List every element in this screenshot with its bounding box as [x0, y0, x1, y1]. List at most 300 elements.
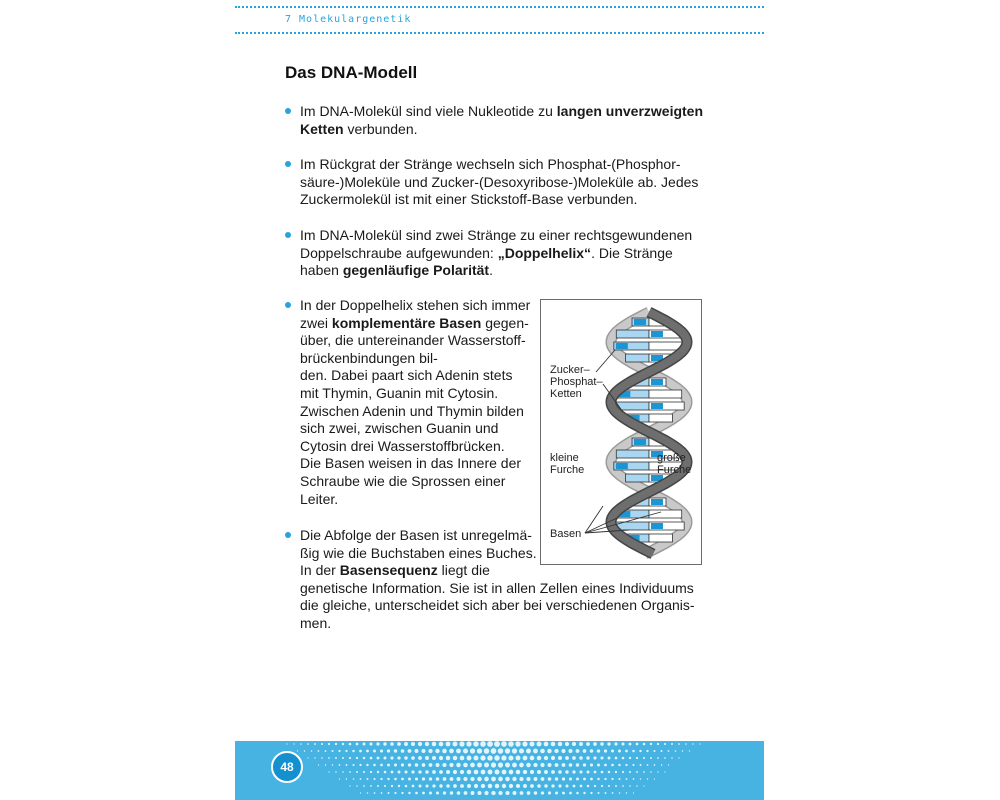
- halftone-dot: [488, 770, 493, 775]
- halftone-dot: [390, 756, 393, 759]
- text-run: sich zwei, zwischen Guanin und: [300, 420, 499, 437]
- base-right: [649, 534, 672, 542]
- halftone-dot: [544, 784, 547, 787]
- base-left: [616, 450, 649, 458]
- halftone-dot: [558, 742, 562, 746]
- bullet-marker: [285, 302, 291, 308]
- halftone-dot: [643, 757, 645, 759]
- halftone-dot: [562, 763, 566, 767]
- halftone-dot: [544, 742, 549, 747]
- halftone-dot: [597, 764, 600, 767]
- halftone-dot: [401, 749, 405, 753]
- halftone-dot: [548, 791, 551, 794]
- halftone-dot: [555, 763, 559, 767]
- halftone-dot: [293, 743, 294, 744]
- halftone-dot: [359, 750, 362, 753]
- halftone-dot: [501, 741, 507, 747]
- halftone-dot: [576, 778, 579, 781]
- halftone-dot: [661, 764, 663, 766]
- text-line: [300, 579, 700, 597]
- halftone-dot: [636, 785, 637, 786]
- halftone-dot: [523, 756, 528, 761]
- halftone-dot: [318, 750, 320, 752]
- halftone-dot: [467, 770, 471, 774]
- halftone-dot: [394, 792, 396, 794]
- halftone-dot: [625, 750, 628, 753]
- halftone-dot: [529, 741, 534, 746]
- halftone-dot: [408, 792, 410, 794]
- halftone-dot: [429, 777, 432, 780]
- halftone-dot: [509, 784, 513, 788]
- halftone-dot: [668, 750, 670, 752]
- halftone-dot: [569, 763, 573, 767]
- halftone-dot: [325, 750, 327, 752]
- halftone-dot: [481, 784, 485, 788]
- text-run: Cytosin drei Wasserstoffbrücken.: [300, 437, 505, 454]
- halftone-dot: [534, 791, 537, 794]
- halftone-dot: [614, 742, 617, 745]
- halftone-dot: [583, 749, 587, 753]
- halftone-dot: [449, 763, 453, 767]
- halftone-dot: [466, 741, 471, 746]
- halftone-dot: [453, 756, 458, 761]
- halftone-dot: [604, 764, 607, 767]
- halftone-dot: [394, 778, 397, 781]
- halftone-dot: [572, 742, 576, 746]
- text-line: [300, 244, 700, 262]
- halftone-dot: [629, 785, 631, 787]
- halftone-dot: [618, 778, 620, 780]
- text-run: über, die untereinander Wasserstoff-: [300, 332, 526, 349]
- text-run: haben: [300, 262, 343, 279]
- header-rule-bottom: [235, 32, 764, 34]
- halftone-dot: [650, 757, 652, 759]
- halftone-dot: [374, 792, 376, 794]
- halftone-dot: [314, 757, 315, 758]
- halftone-dot: [494, 755, 499, 760]
- halftone-dot: [370, 785, 372, 787]
- halftone-dot: [404, 770, 407, 773]
- halftone-dot: [367, 792, 369, 794]
- halftone-dot: [377, 785, 379, 787]
- halftone-dot: [398, 771, 401, 774]
- halftone-dot: [569, 777, 572, 780]
- halftone-dot: [608, 757, 611, 760]
- halftone-dot: [516, 756, 521, 761]
- halftone-dot: [453, 770, 457, 774]
- halftone-dot: [498, 791, 502, 795]
- halftone-dot: [597, 749, 600, 752]
- header-rule-top: [235, 6, 764, 8]
- halftone-dot: [377, 771, 379, 773]
- halftone-pattern: [235, 741, 764, 800]
- halftone-dot: [367, 778, 369, 780]
- text-run: Die Abfolge der Basen ist unregelmä-: [300, 527, 532, 543]
- halftone-dot: [608, 785, 610, 787]
- halftone-dot: [547, 749, 551, 753]
- halftone-dot: [502, 784, 506, 788]
- halftone-dot: [671, 757, 672, 758]
- halftone-dot: [541, 791, 544, 794]
- halftone-dot: [328, 743, 330, 745]
- bullet-text: [300, 102, 704, 137]
- halftone-dot: [491, 748, 497, 754]
- text-run: In der Doppelhelix stehen sich immer: [300, 297, 531, 313]
- halftone-dot: [335, 757, 337, 759]
- halftone-dot: [547, 763, 551, 767]
- base-highlight: [634, 439, 646, 445]
- halftone-dot: [321, 757, 323, 759]
- footer-band: [235, 741, 764, 800]
- halftone-dot: [636, 771, 638, 773]
- text-line: [300, 173, 700, 191]
- halftone-dot: [626, 778, 628, 780]
- halftone-dot: [583, 792, 585, 794]
- halftone-dot: [387, 749, 390, 752]
- halftone-dot: [456, 763, 460, 767]
- book-page: [235, 0, 764, 800]
- halftone-dot: [411, 756, 415, 760]
- halftone-dot: [390, 742, 394, 746]
- halftone-dot: [495, 784, 500, 789]
- halftone-dot: [480, 755, 485, 760]
- halftone-dot: [657, 743, 659, 745]
- halftone-dot: [632, 764, 634, 766]
- halftone-dot: [594, 771, 597, 774]
- halftone-dot: [404, 756, 407, 759]
- halftone-dot: [383, 742, 386, 745]
- halftone-dot: [307, 743, 309, 745]
- halftone-dot: [664, 771, 665, 772]
- halftone-dot: [380, 749, 383, 752]
- halftone-dot: [565, 770, 568, 773]
- halftone-dot: [537, 756, 541, 760]
- halftone-dot: [311, 750, 313, 752]
- halftone-dot: [544, 770, 548, 774]
- halftone-dot: [477, 763, 482, 768]
- halftone-dot: [432, 756, 436, 760]
- halftone-dot: [450, 777, 454, 781]
- halftone-dot: [436, 763, 440, 767]
- halftone-dot: [421, 749, 425, 753]
- halftone-dot: [443, 791, 446, 794]
- halftone-dot: [611, 764, 614, 767]
- halftone-dot: [664, 757, 666, 759]
- halftone-dot: [346, 764, 348, 766]
- text-run: gegen-: [481, 314, 529, 331]
- halftone-dot: [491, 762, 496, 767]
- base-right: [649, 390, 682, 398]
- halftone-dot: [457, 791, 461, 795]
- halftone-dot: [621, 742, 624, 745]
- halftone-dot: [384, 757, 387, 760]
- halftone-dot: [353, 778, 355, 780]
- halftone-dot: [415, 749, 419, 753]
- halftone-dot: [369, 742, 372, 745]
- halftone-dot: [540, 763, 544, 767]
- bold-term: komplementäre Basen: [331, 314, 482, 331]
- halftone-dot: [594, 785, 596, 787]
- text-line: [300, 102, 704, 120]
- halftone-dot: [425, 742, 429, 746]
- base-highlight: [651, 379, 663, 385]
- halftone-dot: [508, 755, 513, 760]
- bullet-marker: [285, 532, 291, 538]
- halftone-dot: [363, 757, 366, 760]
- halftone-dot: [491, 791, 495, 795]
- label-backbone: Zucker– Phosphat– Ketten: [550, 364, 603, 400]
- halftone-dot: [397, 742, 401, 746]
- halftone-dot: [498, 748, 504, 754]
- halftone-dot: [460, 756, 465, 761]
- halftone-dot: [422, 792, 425, 795]
- halftone-dot: [495, 770, 500, 775]
- halftone-dot: [502, 770, 507, 775]
- text-run: ßig wie die Buchstaben eines Buches.: [300, 544, 537, 561]
- text-run: Zuckermolekül ist mit einer Stickstoff-Base verbunden.: [300, 191, 638, 208]
- halftone-dot: [376, 742, 379, 745]
- halftone-dot: [661, 750, 663, 752]
- halftone-dot: [335, 771, 336, 772]
- halftone-dot: [565, 756, 569, 760]
- halftone-dot: [519, 763, 524, 768]
- halftone-dot: [664, 743, 666, 745]
- base-highlight: [651, 523, 663, 529]
- halftone-dot: [586, 756, 589, 759]
- bold-term: langen unverzweigten: [556, 103, 704, 119]
- base-highlight: [651, 331, 663, 337]
- page-number: 48: [271, 751, 303, 783]
- bold-term: Basensequenz: [339, 562, 438, 579]
- halftone-dot: [566, 785, 569, 788]
- halftone-dot: [394, 749, 397, 752]
- halftone-dot: [534, 777, 538, 781]
- halftone-dot: [484, 791, 488, 795]
- halftone-dot: [650, 771, 652, 773]
- halftone-dot: [480, 741, 486, 747]
- halftone-dot: [608, 771, 610, 773]
- halftone-dot: [562, 792, 565, 795]
- text-run: Im Rückgrat der Stränge wechseln sich Phosphat-(Phosphor-: [300, 156, 681, 172]
- halftone-dot: [346, 778, 347, 779]
- text-run: genetische Information. Sie ist in allen Zellen eines Individuums: [300, 579, 694, 596]
- halftone-dot: [439, 784, 442, 787]
- halftone-dot: [671, 743, 673, 745]
- halftone-dot: [607, 742, 610, 745]
- halftone-dot: [551, 784, 554, 787]
- bold-term: Ketten: [300, 120, 344, 137]
- halftone-dot: [411, 742, 415, 746]
- halftone-dot: [352, 750, 355, 753]
- label-bases: Basen: [550, 528, 582, 540]
- halftone-dot: [339, 778, 340, 779]
- halftone-dot: [321, 743, 323, 745]
- halftone-dot: [522, 741, 527, 746]
- halftone-dot: [446, 742, 451, 747]
- halftone-dot: [387, 764, 390, 767]
- halftone-dot: [629, 743, 632, 746]
- halftone-dot: [558, 770, 562, 774]
- halftone-dot: [604, 749, 607, 752]
- halftone-dot: [498, 777, 503, 782]
- text-run: Im DNA-Molekül sind viele Nukleotide zu: [300, 103, 557, 119]
- halftone-dot: [356, 771, 358, 773]
- halftone-dot: [384, 785, 386, 787]
- halftone-dot: [601, 785, 603, 787]
- halftone-dot: [331, 750, 333, 752]
- halftone-dot: [580, 785, 583, 788]
- halftone-dot: [619, 792, 621, 794]
- halftone-dot: [422, 777, 425, 780]
- halftone-dot: [439, 756, 443, 760]
- halftone-dot: [576, 792, 579, 795]
- halftone-dot: [463, 763, 468, 768]
- halftone-dot: [384, 771, 387, 774]
- halftone-dot: [565, 742, 569, 746]
- halftone-dot: [508, 741, 514, 747]
- halftone-dot: [548, 777, 552, 781]
- halftone-dot: [512, 777, 516, 781]
- halftone-dot: [678, 743, 680, 745]
- halftone-dot: [304, 750, 305, 751]
- halftone-dot: [387, 778, 389, 780]
- halftone-dot: [463, 748, 468, 753]
- halftone-dot: [432, 770, 436, 774]
- halftone-dot: [625, 764, 627, 766]
- halftone-dot: [342, 743, 344, 745]
- halftone-dot: [338, 750, 340, 752]
- text-run: Schraube wie die Sprossen einer: [300, 472, 506, 489]
- text-run: die gleiche, unterscheidet sich aber bei verschiedenen Organis-: [300, 597, 695, 614]
- base-highlight: [651, 499, 663, 505]
- halftone-dot: [618, 764, 620, 766]
- halftone-dot: [530, 770, 534, 774]
- halftone-dot: [352, 764, 354, 766]
- halftone-dot: [412, 785, 415, 788]
- base-right: [649, 414, 672, 422]
- halftone-dot: [615, 785, 617, 787]
- halftone-dot: [555, 792, 558, 795]
- halftone-dot: [401, 792, 403, 794]
- halftone-dot: [429, 763, 433, 767]
- halftone-dot: [457, 777, 461, 781]
- halftone-dot: [345, 750, 347, 752]
- halftone-dot: [428, 749, 432, 753]
- halftone-dot: [398, 785, 400, 787]
- halftone-dot: [520, 791, 524, 795]
- halftone-dot: [498, 762, 503, 767]
- halftone-dot: [443, 777, 447, 781]
- halftone-dot: [366, 764, 368, 766]
- halftone-dot: [449, 749, 454, 754]
- bold-term: „Doppelhelix“: [497, 244, 592, 261]
- halftone-dot: [685, 743, 687, 745]
- halftone-dot: [429, 792, 432, 795]
- halftone-dot: [377, 757, 380, 760]
- halftone-dot: [530, 756, 535, 761]
- halftone-dot: [474, 770, 479, 775]
- text-line: [300, 120, 700, 138]
- halftone-dot: [523, 770, 527, 774]
- halftone-dot: [456, 749, 461, 754]
- halftone-dot: [622, 757, 625, 760]
- halftone-dot: [401, 778, 404, 781]
- halftone-dot: [558, 784, 561, 787]
- halftone-dot: [626, 792, 627, 793]
- halftone-dot: [286, 743, 287, 744]
- halftone-dot: [590, 778, 593, 781]
- halftone-dot: [533, 749, 538, 754]
- halftone-dot: [408, 778, 411, 781]
- halftone-dot: [576, 763, 579, 766]
- text-run: zwei: [300, 314, 332, 331]
- bold-term: gegenläufige Polarität: [342, 262, 490, 279]
- halftone-dot: [349, 771, 351, 773]
- halftone-dot: [446, 770, 450, 774]
- text-run: den. Dabei paart sich Adenin stets: [300, 367, 513, 384]
- halftone-dot: [388, 792, 390, 794]
- halftone-dot: [391, 771, 394, 774]
- text-run: Leiter.: [300, 490, 339, 507]
- halftone-dot: [600, 742, 603, 745]
- halftone-dot: [300, 743, 302, 745]
- halftone-dot: [526, 777, 530, 781]
- halftone-dot: [415, 792, 418, 795]
- halftone-dot: [551, 770, 555, 774]
- base-highlight: [634, 319, 646, 325]
- halftone-dot: [692, 743, 693, 744]
- halftone-dot: [523, 784, 527, 788]
- halftone-dot: [689, 750, 690, 751]
- text-run: Im DNA-Molekül sind zwei Stränge zu einer rechtsgewundenen: [300, 227, 693, 243]
- halftone-dot: [418, 742, 422, 746]
- halftone-dot: [381, 792, 383, 794]
- halftone-dot: [432, 784, 435, 787]
- halftone-dot: [569, 792, 572, 795]
- halftone-dot: [622, 771, 624, 773]
- halftone-dot: [597, 778, 599, 780]
- halftone-dot: [397, 756, 400, 759]
- halftone-dot: [349, 743, 352, 746]
- halftone-dot: [460, 784, 464, 788]
- halftone-dot: [544, 756, 548, 760]
- base-left: [626, 354, 649, 362]
- halftone-dot: [622, 785, 624, 787]
- base-left: [616, 330, 649, 338]
- halftone-dot: [363, 771, 365, 773]
- bullet-marker: [285, 108, 291, 114]
- halftone-dot: [446, 784, 450, 788]
- bullet-text: [300, 226, 700, 279]
- halftone-dot: [611, 778, 613, 780]
- halftone-dot: [328, 771, 329, 772]
- halftone-dot: [600, 756, 603, 759]
- halftone-dot: [422, 763, 426, 767]
- halftone-dot: [654, 764, 656, 766]
- halftone-dot: [356, 743, 359, 746]
- text-run: In der: [300, 562, 340, 579]
- chapter-header: 7 Molekulargenetik: [285, 14, 412, 25]
- base-highlight: [651, 403, 663, 409]
- label-minor-groove: kleine Furche: [550, 452, 585, 476]
- halftone-dot: [509, 770, 514, 775]
- halftone-dot: [601, 771, 604, 774]
- halftone-dot: [366, 750, 369, 753]
- halftone-dot: [513, 791, 517, 795]
- halftone-dot: [380, 764, 383, 767]
- halftone-dot: [636, 743, 639, 746]
- halftone-dot: [516, 784, 520, 788]
